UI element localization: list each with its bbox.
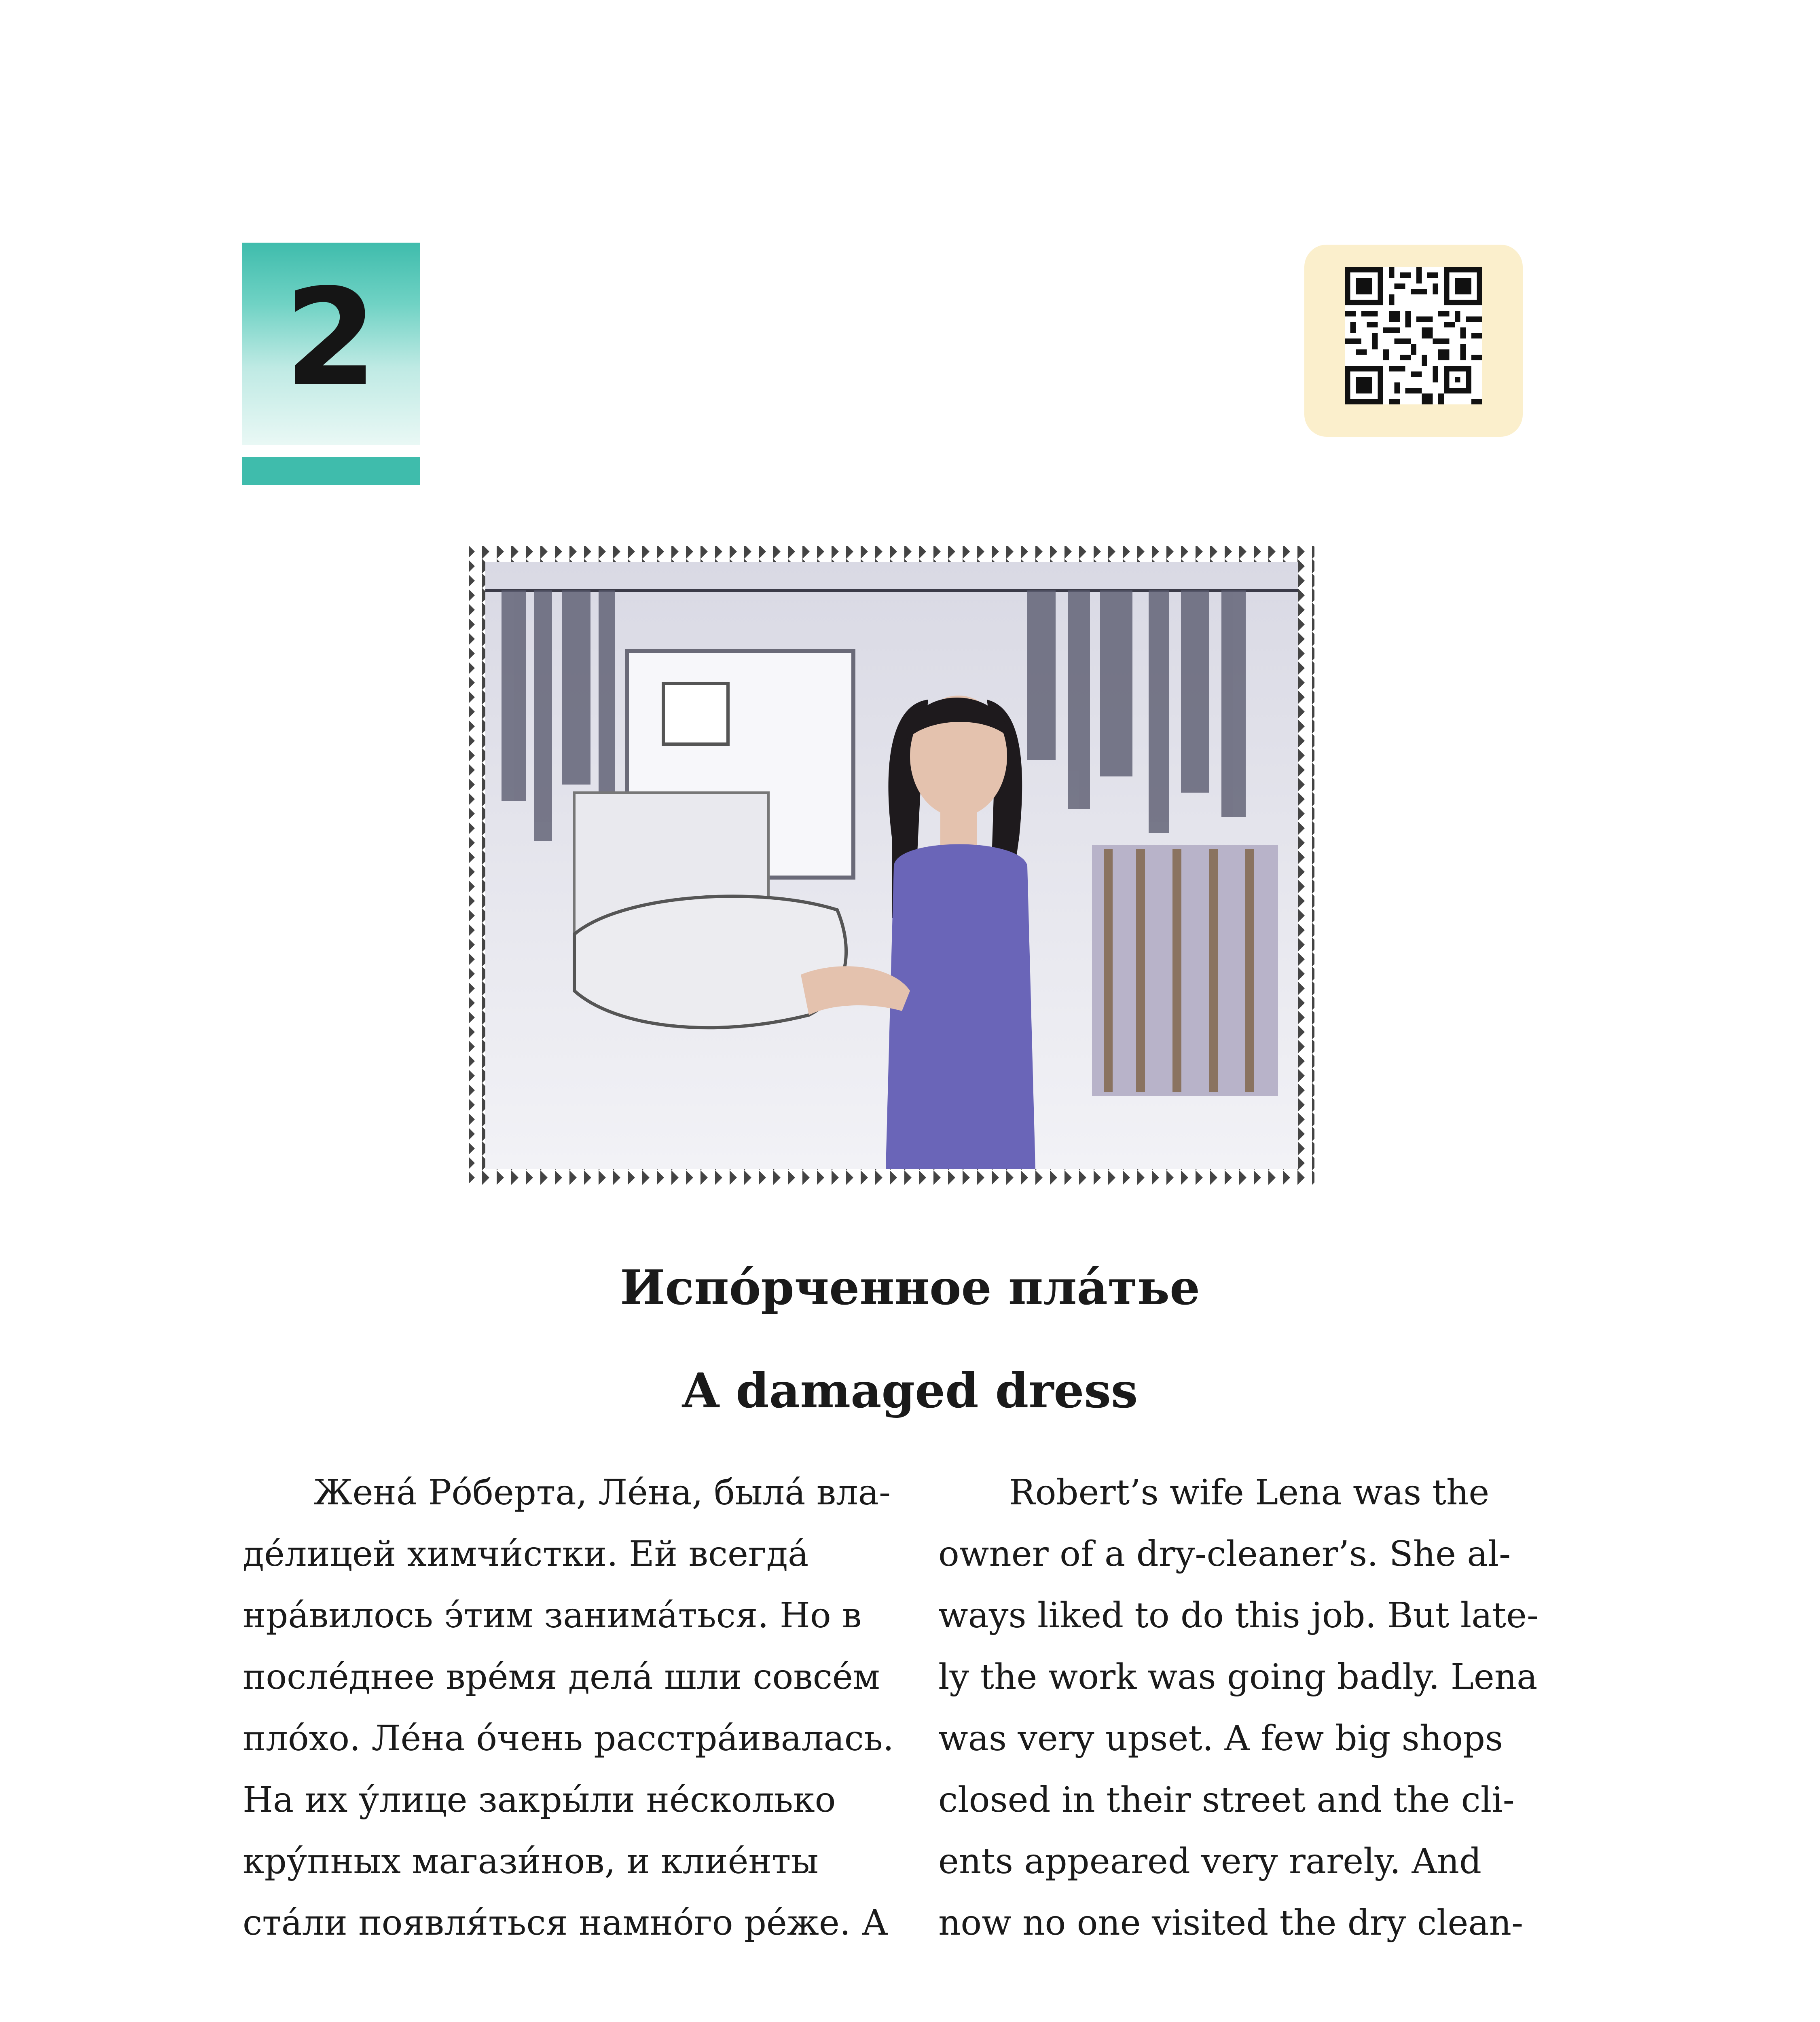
text-line: ents appeared very rarely. And [938,1841,1482,1882]
woman-in-dry-cleaner-shop-icon [453,530,1331,1201]
chapter-stripe [242,457,420,485]
qr-code-icon[interactable] [1345,267,1482,404]
qr-panel [1304,245,1523,437]
text-line: ста́ли появля́ться намно́го ре́же. А [243,1903,888,1943]
text-line: На их у́лице закры́ли не́сколько [243,1780,836,1820]
text-line: now no one visited the dry clean- [938,1903,1524,1943]
text-line: ly the work was going badly. Lena [938,1657,1538,1697]
text-line: кру́пных магази́нов, и клие́нты [243,1841,819,1882]
text-line: closed in their street and the cli- [938,1780,1515,1820]
text-line: owner of a dry-cleaner’s. She al- [938,1534,1511,1574]
chapter-number: 2 [284,260,377,415]
text-line: Robert’s wife Lena was the [1009,1472,1490,1513]
chapter-badge [242,243,420,485]
english-text-column [938,1462,1594,1954]
text-line: после́днее вре́мя дела́ шли совсе́м [243,1657,880,1697]
russian-text-column [243,1462,898,1954]
text-line: нра́вилось э́тим занима́ться. Но в [243,1595,862,1636]
text-line: пло́хо. Ле́на о́чень расстра́ивалась. [243,1718,894,1759]
text-line: Жена́ Ро́берта, Ле́на, была́ вла- [313,1472,891,1513]
title-russian: Испо́рченное пла́тье [620,1259,1200,1316]
text-line: was very upset. A few big shops [938,1718,1503,1759]
text-line: де́лицей химчи́стки. Ей всегда́ [243,1534,809,1574]
title-english: A damaged dress [682,1362,1138,1419]
text-line: ways liked to do this job. But late- [938,1595,1539,1636]
